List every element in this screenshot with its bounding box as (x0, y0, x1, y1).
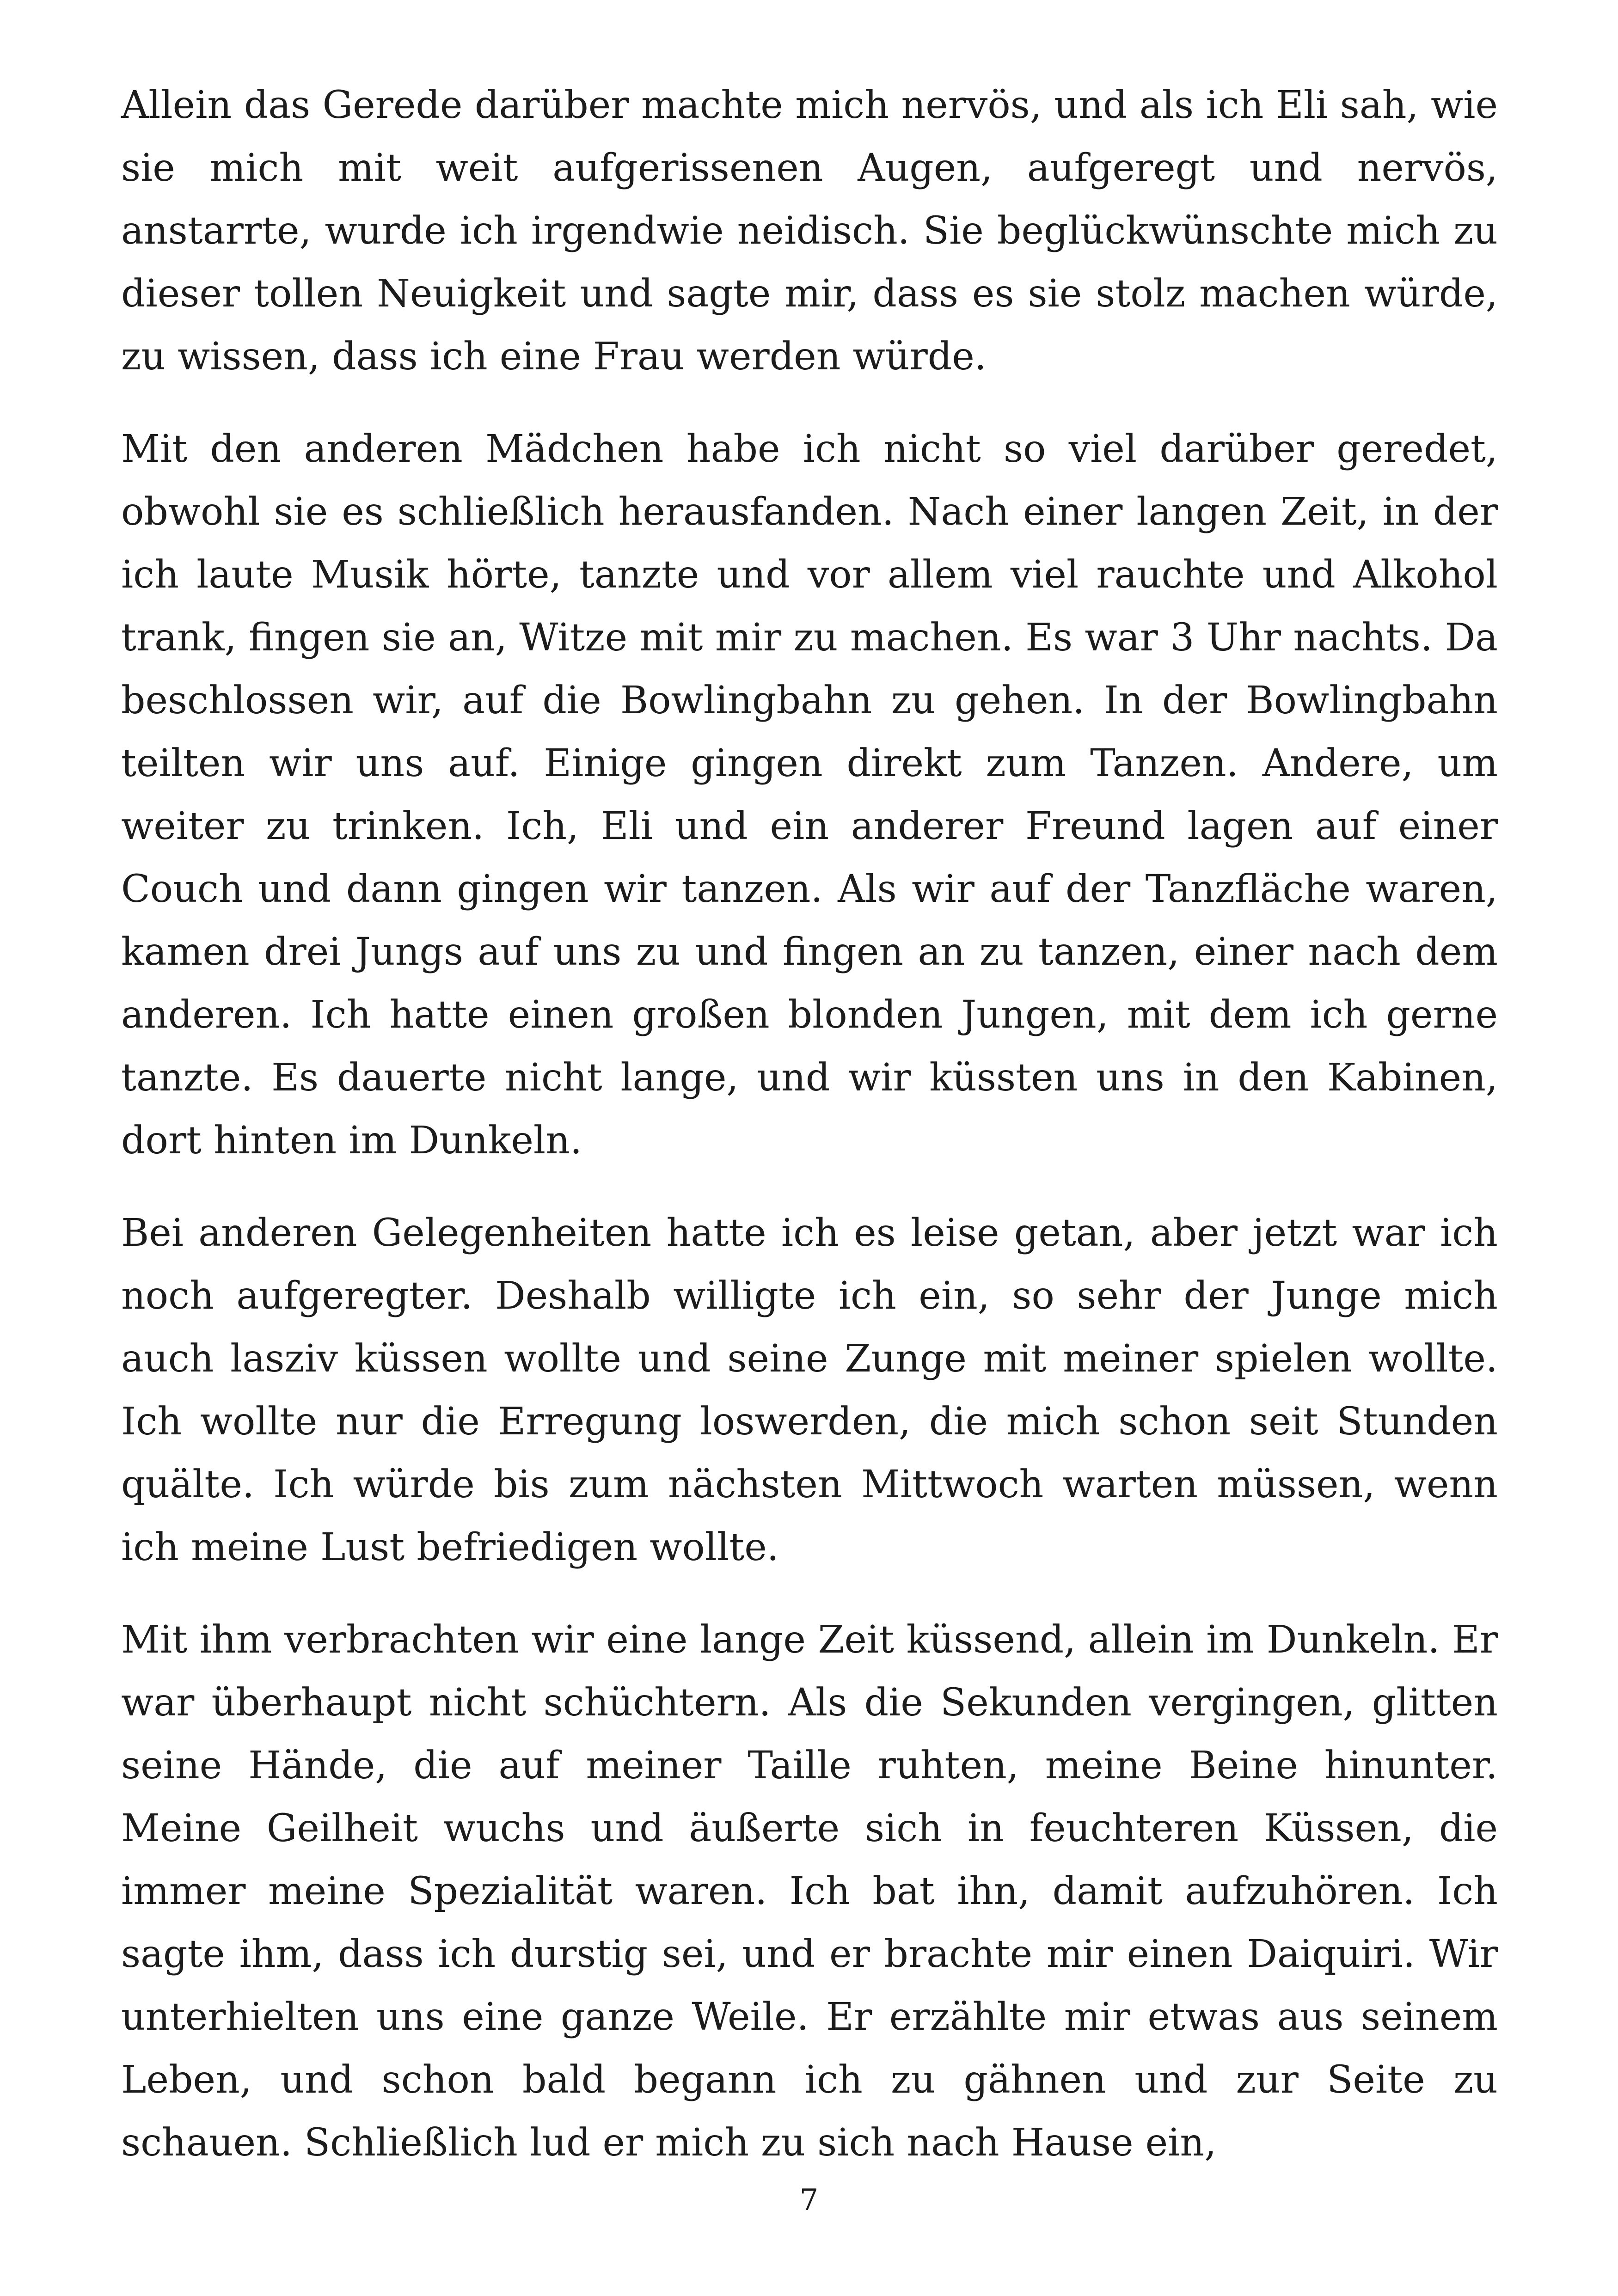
page-number: 7 (799, 2183, 819, 2217)
body-text (121, 74, 1498, 2204)
paragraph-2: Mit den anderen Mädchen habe ich nicht so viel darüber geredet, obwohl sie es schließlich herausfanden. Nach einer langen Zeit, in der ich laute Musik hörte, tanzte und vor allem viel rauchte und Alkohol trank, fingen sie an, Witze mit mir zu machen. Es war 3 Uhr nachts. Da beschlossen wir, auf die Bowlingbahn zu gehen. In der Bowlingbahn teilten wir uns auf. Einige gingen direkt zum Tanzen. Andere, um weiter zu trinken. Ich, Eli und ein anderer Freund lagen auf einer Couch und dann gingen wir tanzen. Als wir auf der Tanzfläche waren, kamen drei Jungs auf uns zu und fingen an zu tanzen, einer nach dem anderen. Ich hatte einen großen blonden Jungen, mit dem ich gerne tanzte. Es dauerte nicht lange, und wir küssten uns in den Kabinen, dort hinten im Dunkeln. (121, 427, 1498, 1163)
paragraph-3: Bei anderen Gelegenheiten hatte ich es leise getan, aber jetzt war ich noch aufgeregter. Deshalb willigte ich ein, so sehr der Junge mich auch lasziv küssen wollte und seine Zunge mit meiner spielen wollte. Ich wollte nur die Erregung loswerden, die mich schon seit Stunden quälte. Ich würde bis zum nächsten Mittwoch warten müssen, wenn ich meine Lust befriedigen wollte. (121, 1211, 1498, 1569)
paragraph-4: Mit ihm verbrachten wir eine lange Zeit küssend, allein im Dunkeln. Er war überhaupt nicht schüchtern. Als die Sekunden vergingen, glitten seine Hände, die auf meiner Taille ruhten, meine Beine hinunter. Meine Geilheit wuchs und äußerte sich in feuchteren Küssen, die immer meine Spezialität waren. Ich bat ihn, damit aufzuhören. Ich sagte ihm, dass ich durstig sei, und er brachte mir einen Daiquiri. Wir unterhielten uns eine ganze Weile. Er erzählte mir etwas aus seinem Leben, und schon bald begann ich zu gähnen und zur Seite zu schauen. Schließlich lud er mich zu sich nach Hause ein, (121, 1618, 1498, 2165)
paragraph-1: Allein das Gerede darüber machte mich nervös, und als ich Eli sah, wie sie mich mit weit aufgerissenen Augen, aufgeregt und nervös, anstarrte, wurde ich irgendwie neidisch. Sie beglückwünschte mich zu dieser tollen Neuigkeit und sagte mir, dass es sie stolz machen würde, zu wissen, dass ich eine Frau werden würde. (121, 83, 1498, 379)
